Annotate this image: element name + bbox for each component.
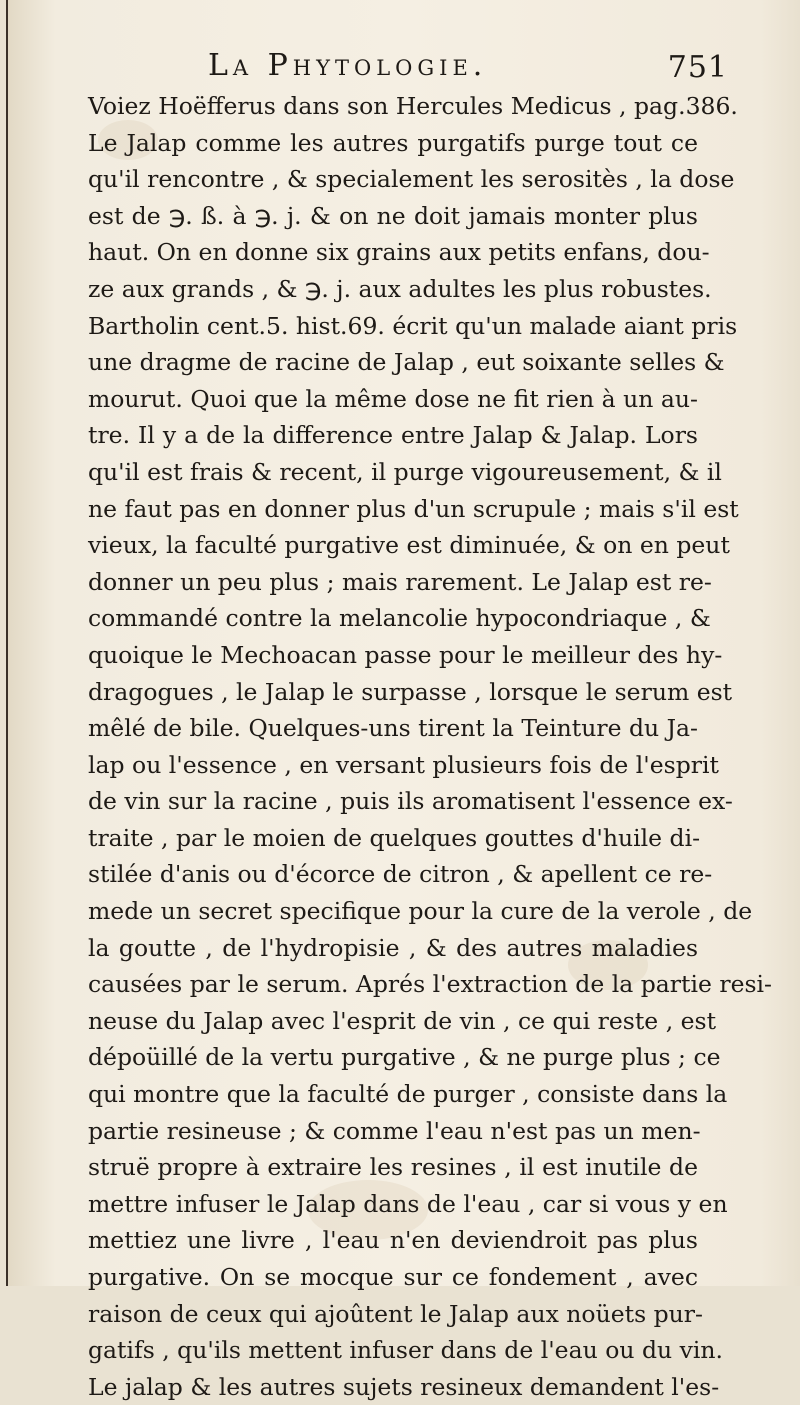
text-line: Le jalap & les autres sujets resineux demandent l'es-	[88, 1372, 720, 1401]
text-line: partie resineuse ; & comme l'eau n'est pas un men-	[88, 1116, 701, 1145]
text-line: dépoüillé de la vertu purgative , & ne purge plus ; ce	[88, 1043, 721, 1072]
text-line: lap ou l'essence , en versant plusieurs fois de l'esprit	[88, 750, 719, 779]
text-line: purgative. On se mocque sur ce fondement , avec	[88, 1263, 698, 1291]
text-line: traite , par le moien de quelques gouttes d'huile di-	[88, 823, 701, 852]
text-line: de vin sur la racine , puis ils aromatisent l'essence ex-	[88, 787, 733, 816]
text-line: neuse du Jalap avec l'esprit de vin , ce qui reste , est	[88, 1006, 717, 1035]
page-number: 751	[667, 50, 728, 85]
text-line: dragogues , le Jalap le surpasse , lorsque le serum est	[88, 677, 733, 706]
text-line: tre. Il y a de la difference entre Jalap & Jalap. Lors	[88, 421, 698, 450]
text-line: mettiez une livre , l'eau n'en deviendroit pas plus	[88, 1226, 698, 1255]
page-header	[208, 44, 728, 88]
text-line: une dragme de racine de Jalap , eut soixante selles &	[88, 348, 725, 377]
text-line: est de ℈. ß. à ℈. j. & on ne doit jamais monter plus	[88, 201, 698, 230]
text-line: struë propre à extraire les resines , il est inutile de	[88, 1153, 698, 1182]
text-line: ze aux grands , & ℈. j. aux adultes les plus robustes.	[88, 274, 712, 303]
text-line: stilée d'anis ou d'écorce de citron , & apellent ce re-	[88, 860, 713, 889]
text-line: Le Jalap comme les autres purgatifs purge tout ce	[88, 128, 698, 157]
text-line: la goutte , de l'hydropisie , & des autres maladies	[88, 933, 698, 962]
body-text	[88, 88, 773, 1405]
text-line: qu'il est frais & recent, il purge vigoureusement, & il	[88, 457, 722, 486]
text-line: mêlé de bile. Quelques-uns tirent la Teinture du Ja-	[88, 714, 698, 743]
book-page	[6, 0, 800, 1401]
text-line: qu'il rencontre , & specialement les serositès , la dose	[88, 165, 735, 194]
text-line: mettre infuser le Jalap dans de l'eau , car si vous y en	[88, 1189, 728, 1218]
text-line: qui montre que la faculté de purger , consiste dans la	[88, 1080, 728, 1109]
text-line: donner un peu plus ; mais rarement. Le Jalap est re-	[88, 567, 712, 596]
text-line: commandé contre la melancolie hypocondriaque , &	[88, 604, 711, 633]
text-line: vieux, la faculté purgative est diminuée, & on en peut	[88, 531, 730, 560]
text-line: raison de ceux qui ajoûtent le Jalap aux noüets pur-	[88, 1299, 703, 1328]
text-line: mourut. Quoi que la même dose ne fit rien à un au-	[88, 384, 698, 413]
text-line: ne faut pas en donner plus d'un scrupule ; mais s'il est	[88, 494, 739, 523]
text-line: haut. On en donne six grains aux petits enfans, dou-	[88, 238, 710, 267]
text-line: quoique le Mechoacan passe pour le meilleur des hy-	[88, 640, 723, 669]
text-line: mede un secret specifique pour la cure de la verole , de	[88, 897, 753, 926]
text-line: Voiez Hoëfferus dans son Hercules Medicus , pag.386.	[88, 92, 738, 120]
text-line: causées par le serum. Aprés l'extraction de la partie resi-	[88, 970, 773, 999]
running-title: La Phytologie.	[208, 48, 488, 83]
text-line: Bartholin cent.5. hist.69. écrit qu'un malade aiant pris	[88, 311, 738, 340]
text-line: gatifs , qu'ils mettent infuser dans de l'eau ou du vin.	[88, 1336, 724, 1365]
